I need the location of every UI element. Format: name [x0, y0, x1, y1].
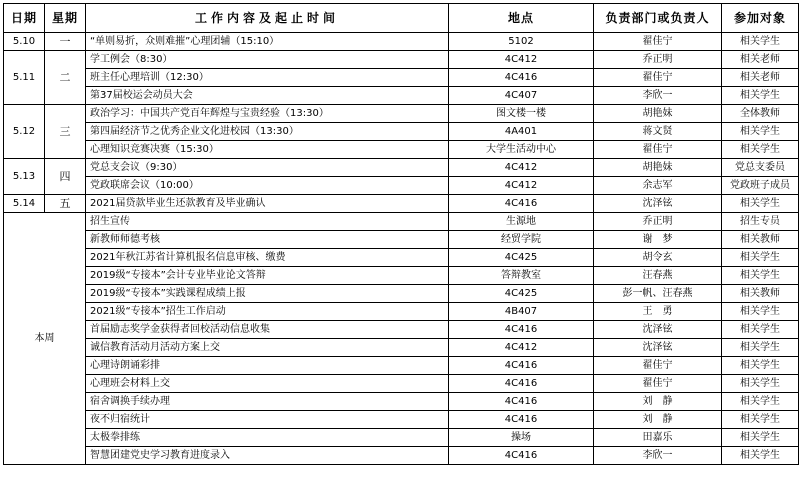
- schedule-row: [4, 123, 799, 141]
- location-cell: 4C412: [449, 177, 594, 195]
- owner-cell: 沈泽铉: [594, 195, 722, 213]
- schedule-row: [4, 231, 799, 249]
- audience-cell: 相关老师: [722, 51, 799, 69]
- audience-cell: 相关学生: [722, 123, 799, 141]
- location-cell: 4C416: [449, 447, 594, 465]
- location-cell: 4C412: [449, 51, 594, 69]
- content-cell: 2019级“专接本”会计专业毕业论文答辩: [86, 267, 449, 285]
- owner-cell: 沈泽铉: [594, 321, 722, 339]
- schedule-row: [4, 429, 799, 447]
- date-cell: 5.10: [4, 33, 45, 51]
- audience-cell: 全体教师: [722, 105, 799, 123]
- audience-cell: 相关学生: [722, 411, 799, 429]
- content-cell: 宿舍调换手续办理: [86, 393, 449, 411]
- owner-cell: 翟佳宁: [594, 375, 722, 393]
- location-cell: 4C416: [449, 195, 594, 213]
- date-cell: 5.12: [4, 105, 45, 159]
- location-cell: 图文楼一楼: [449, 105, 594, 123]
- schedule-row: [4, 303, 799, 321]
- owner-cell: 胡令玄: [594, 249, 722, 267]
- schedule-row: [4, 105, 799, 123]
- content-cell: 第37届校运会动员大会: [86, 87, 449, 105]
- content-cell: 2021届贷款毕业生还款教育及毕业确认: [86, 195, 449, 213]
- owner-cell: 王 勇: [594, 303, 722, 321]
- audience-cell: 相关学生: [722, 339, 799, 357]
- location-cell: 4C416: [449, 393, 594, 411]
- schedule-row: [4, 411, 799, 429]
- audience-cell: 相关学生: [722, 33, 799, 51]
- owner-cell: 胡艳妹: [594, 105, 722, 123]
- header-owner: 负责部门或负责人: [594, 4, 722, 33]
- owner-cell: 彭一帆、汪春燕: [594, 285, 722, 303]
- owner-cell: 胡艳妹: [594, 159, 722, 177]
- location-cell: 4C425: [449, 285, 594, 303]
- audience-cell: 相关教师: [722, 285, 799, 303]
- audience-cell: 相关学生: [722, 393, 799, 411]
- schedule-row: [4, 375, 799, 393]
- content-cell: 夜不归宿统计: [86, 411, 449, 429]
- audience-cell: 相关学生: [722, 141, 799, 159]
- owner-cell: 翟佳宁: [594, 33, 722, 51]
- content-cell: 第四届经济节之优秀企业文化进校园（13:30）: [86, 123, 449, 141]
- owner-cell: 余志军: [594, 177, 722, 195]
- schedule-row: [4, 87, 799, 105]
- audience-cell: 相关学生: [722, 195, 799, 213]
- location-cell: 操场: [449, 429, 594, 447]
- schedule-row: [4, 357, 799, 375]
- schedule-row: [4, 321, 799, 339]
- location-cell: 4C416: [449, 411, 594, 429]
- audience-cell: 相关学生: [722, 447, 799, 465]
- audience-cell: 相关学生: [722, 321, 799, 339]
- location-cell: 4C412: [449, 339, 594, 357]
- audience-cell: 招生专员: [722, 213, 799, 231]
- weekday-cell: 四: [45, 159, 86, 195]
- header-location: 地点: [449, 4, 594, 33]
- weekday-cell: 五: [45, 195, 86, 213]
- location-cell: 4C416: [449, 69, 594, 87]
- location-cell: 4C412: [449, 159, 594, 177]
- this-week-label: 本周: [4, 213, 86, 465]
- owner-cell: 沈泽铉: [594, 339, 722, 357]
- location-cell: 4C416: [449, 321, 594, 339]
- audience-cell: 相关教师: [722, 231, 799, 249]
- owner-cell: 李欣一: [594, 447, 722, 465]
- header-content: 工作内容及起止时间: [86, 4, 449, 33]
- owner-cell: 翟佳宁: [594, 141, 722, 159]
- owner-cell: 汪春燕: [594, 267, 722, 285]
- audience-cell: 相关学生: [722, 429, 799, 447]
- owner-cell: 翟佳宁: [594, 69, 722, 87]
- content-cell: 班主任心理培训（12:30）: [86, 69, 449, 87]
- content-cell: 心理知识竞赛决赛（15:30）: [86, 141, 449, 159]
- audience-cell: 党总支委员: [722, 159, 799, 177]
- schedule-row: [4, 249, 799, 267]
- owner-cell: 田嘉乐: [594, 429, 722, 447]
- date-cell: 5.13: [4, 159, 45, 195]
- content-cell: 2019级“专接本”实践课程成绩上报: [86, 285, 449, 303]
- audience-cell: 相关学生: [722, 249, 799, 267]
- schedule-row: [4, 285, 799, 303]
- schedule-row: [4, 177, 799, 195]
- content-cell: 学工例会（8:30）: [86, 51, 449, 69]
- content-cell: 智慧团建党史学习教育进度录入: [86, 447, 449, 465]
- location-cell: 大学生活动中心: [449, 141, 594, 159]
- audience-cell: 相关学生: [722, 357, 799, 375]
- audience-cell: 相关老师: [722, 69, 799, 87]
- location-cell: 4C416: [449, 375, 594, 393]
- owner-cell: 翟佳宁: [594, 357, 722, 375]
- content-cell: 诚信教育活动月活动方案上交: [86, 339, 449, 357]
- owner-cell: 蒋文贤: [594, 123, 722, 141]
- location-cell: 4C416: [449, 357, 594, 375]
- schedule-row: [4, 339, 799, 357]
- content-cell: 党政联席会议（10:00）: [86, 177, 449, 195]
- weekday-cell: 三: [45, 105, 86, 159]
- owner-cell: 谢 梦: [594, 231, 722, 249]
- content-cell: 心理诗朗诵彩排: [86, 357, 449, 375]
- schedule-row: [4, 393, 799, 411]
- location-cell: 经贸学院: [449, 231, 594, 249]
- date-cell: 5.11: [4, 51, 45, 105]
- header-weekday: 星期: [45, 4, 86, 33]
- content-cell: 心理班会材料上交: [86, 375, 449, 393]
- content-cell: 2021年秋江苏省计算机报名信息审核、缴费: [86, 249, 449, 267]
- schedule-row: [4, 195, 799, 213]
- schedule-body: [4, 33, 799, 465]
- schedule-row: [4, 447, 799, 465]
- schedule-row: [4, 159, 799, 177]
- schedule-row: [4, 69, 799, 87]
- content-cell: 政治学习：中国共产党百年辉煌与宝贵经验（13:30）: [86, 105, 449, 123]
- audience-cell: 相关学生: [722, 267, 799, 285]
- header-date: 日期: [4, 4, 45, 33]
- schedule-row: [4, 51, 799, 69]
- weekly-schedule-table: [3, 3, 799, 465]
- weekday-cell: 一: [45, 33, 86, 51]
- content-cell: 新教师师德考核: [86, 231, 449, 249]
- date-cell: 5.14: [4, 195, 45, 213]
- schedule-row: [4, 213, 799, 231]
- owner-cell: 乔正明: [594, 51, 722, 69]
- schedule-row: [4, 33, 799, 51]
- location-cell: 4A401: [449, 123, 594, 141]
- location-cell: 4B407: [449, 303, 594, 321]
- location-cell: 生源地: [449, 213, 594, 231]
- content-cell: 党总支会议（9:30）: [86, 159, 449, 177]
- owner-cell: 刘 静: [594, 411, 722, 429]
- schedule-row: [4, 141, 799, 159]
- audience-cell: 党政班子成员: [722, 177, 799, 195]
- audience-cell: 相关学生: [722, 375, 799, 393]
- header-row: [4, 4, 799, 33]
- location-cell: 4C407: [449, 87, 594, 105]
- content-cell: 太极拳排练: [86, 429, 449, 447]
- header-audience: 参加对象: [722, 4, 799, 33]
- audience-cell: 相关学生: [722, 87, 799, 105]
- location-cell: 4C425: [449, 249, 594, 267]
- content-cell: 首届励志奖学金获得者回校活动信息收集: [86, 321, 449, 339]
- location-cell: 5102: [449, 33, 594, 51]
- content-cell: “单则易折，众则难摧”心理团辅（15:10）: [86, 33, 449, 51]
- schedule-row: [4, 267, 799, 285]
- audience-cell: 相关学生: [722, 303, 799, 321]
- content-cell: 2021级“专接本”招生工作启动: [86, 303, 449, 321]
- location-cell: 答辩教室: [449, 267, 594, 285]
- owner-cell: 刘 静: [594, 393, 722, 411]
- owner-cell: 李欣一: [594, 87, 722, 105]
- weekday-cell: 二: [45, 51, 86, 105]
- owner-cell: 乔正明: [594, 213, 722, 231]
- content-cell: 招生宣传: [86, 213, 449, 231]
